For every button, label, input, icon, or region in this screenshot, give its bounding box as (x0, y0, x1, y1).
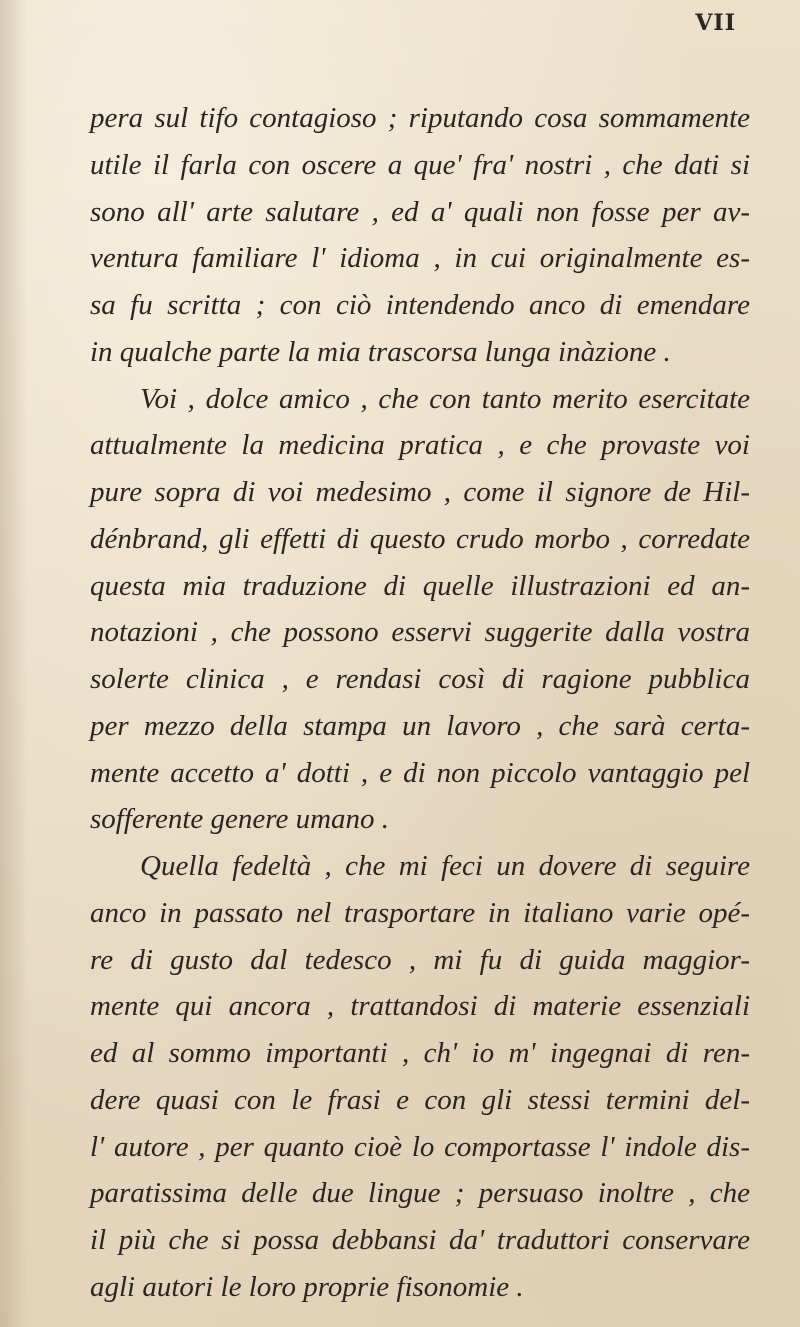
text-line: anco in passato nel trasportare in italiano varie opé- (90, 897, 750, 929)
paragraph-start-line: Voi , dolce amico , che con tanto merito esercitate (140, 383, 750, 415)
text-line: l' autore , per quanto cioè lo comportasse l' indole dis- (90, 1131, 750, 1163)
text-line: utile il farla con oscere a que' fra' nostri , che dati si (90, 149, 750, 181)
text-line: ed al sommo importanti , ch' io m' ingegnai di ren- (90, 1037, 750, 1069)
text-line: pera sul tifo contagioso ; riputando cosa sommamente (90, 102, 750, 134)
text-line: sa fu scritta ; con ciò intendendo anco di emendare (90, 289, 750, 321)
text-line: questa mia traduzione di quelle illustrazioni ed an- (90, 570, 750, 602)
text-line: in qualche parte la mia trascorsa lunga inàzione . (90, 336, 671, 368)
text-line: pure sopra di voi medesimo , come il signore de Hil- (90, 476, 750, 508)
text-line: ventura familiare l' idioma , in cui originalmente es- (90, 242, 750, 274)
text-line: sono all' arte salutare , ed a' quali non fosse per av- (90, 196, 750, 228)
text-line: re di gusto dal tedesco , mi fu di guida maggior- (90, 944, 750, 976)
text-line: per mezzo della stampa un lavoro , che sarà certa- (90, 710, 750, 742)
page-gutter-shadow (0, 0, 28, 1327)
text-line: sofferente genere umano . (90, 803, 390, 835)
text-line: solerte clinica , e rendasi così di ragione pubblica (90, 663, 750, 695)
text-line: mente accetto a' dotti , e di non piccolo vantaggio pel (90, 757, 750, 789)
text-line: notazioni , che possono esservi suggerite dalla vostra (90, 616, 750, 648)
paragraph-start-line: Quella fedeltà , che mi feci un dovere di seguire (140, 850, 750, 882)
text-line: il più che si possa debbansi da' traduttori conservare (90, 1224, 750, 1256)
text-line: dere quasi con le frasi e con gli stessi termini del- (90, 1084, 750, 1116)
text-line: agli autori le loro proprie fisonomie . (90, 1271, 524, 1303)
text-line: mente qui ancora , trattandosi di materie essenziali (90, 990, 750, 1022)
text-line: paratissima delle due lingue ; persuaso inoltre , che (90, 1177, 750, 1209)
text-line: attualmente la medicina pratica , e che provaste voi (90, 429, 750, 461)
text-line: dénbrand, gli effetti di questo crudo morbo , corredate (90, 523, 750, 555)
page-number: VII (695, 10, 736, 36)
